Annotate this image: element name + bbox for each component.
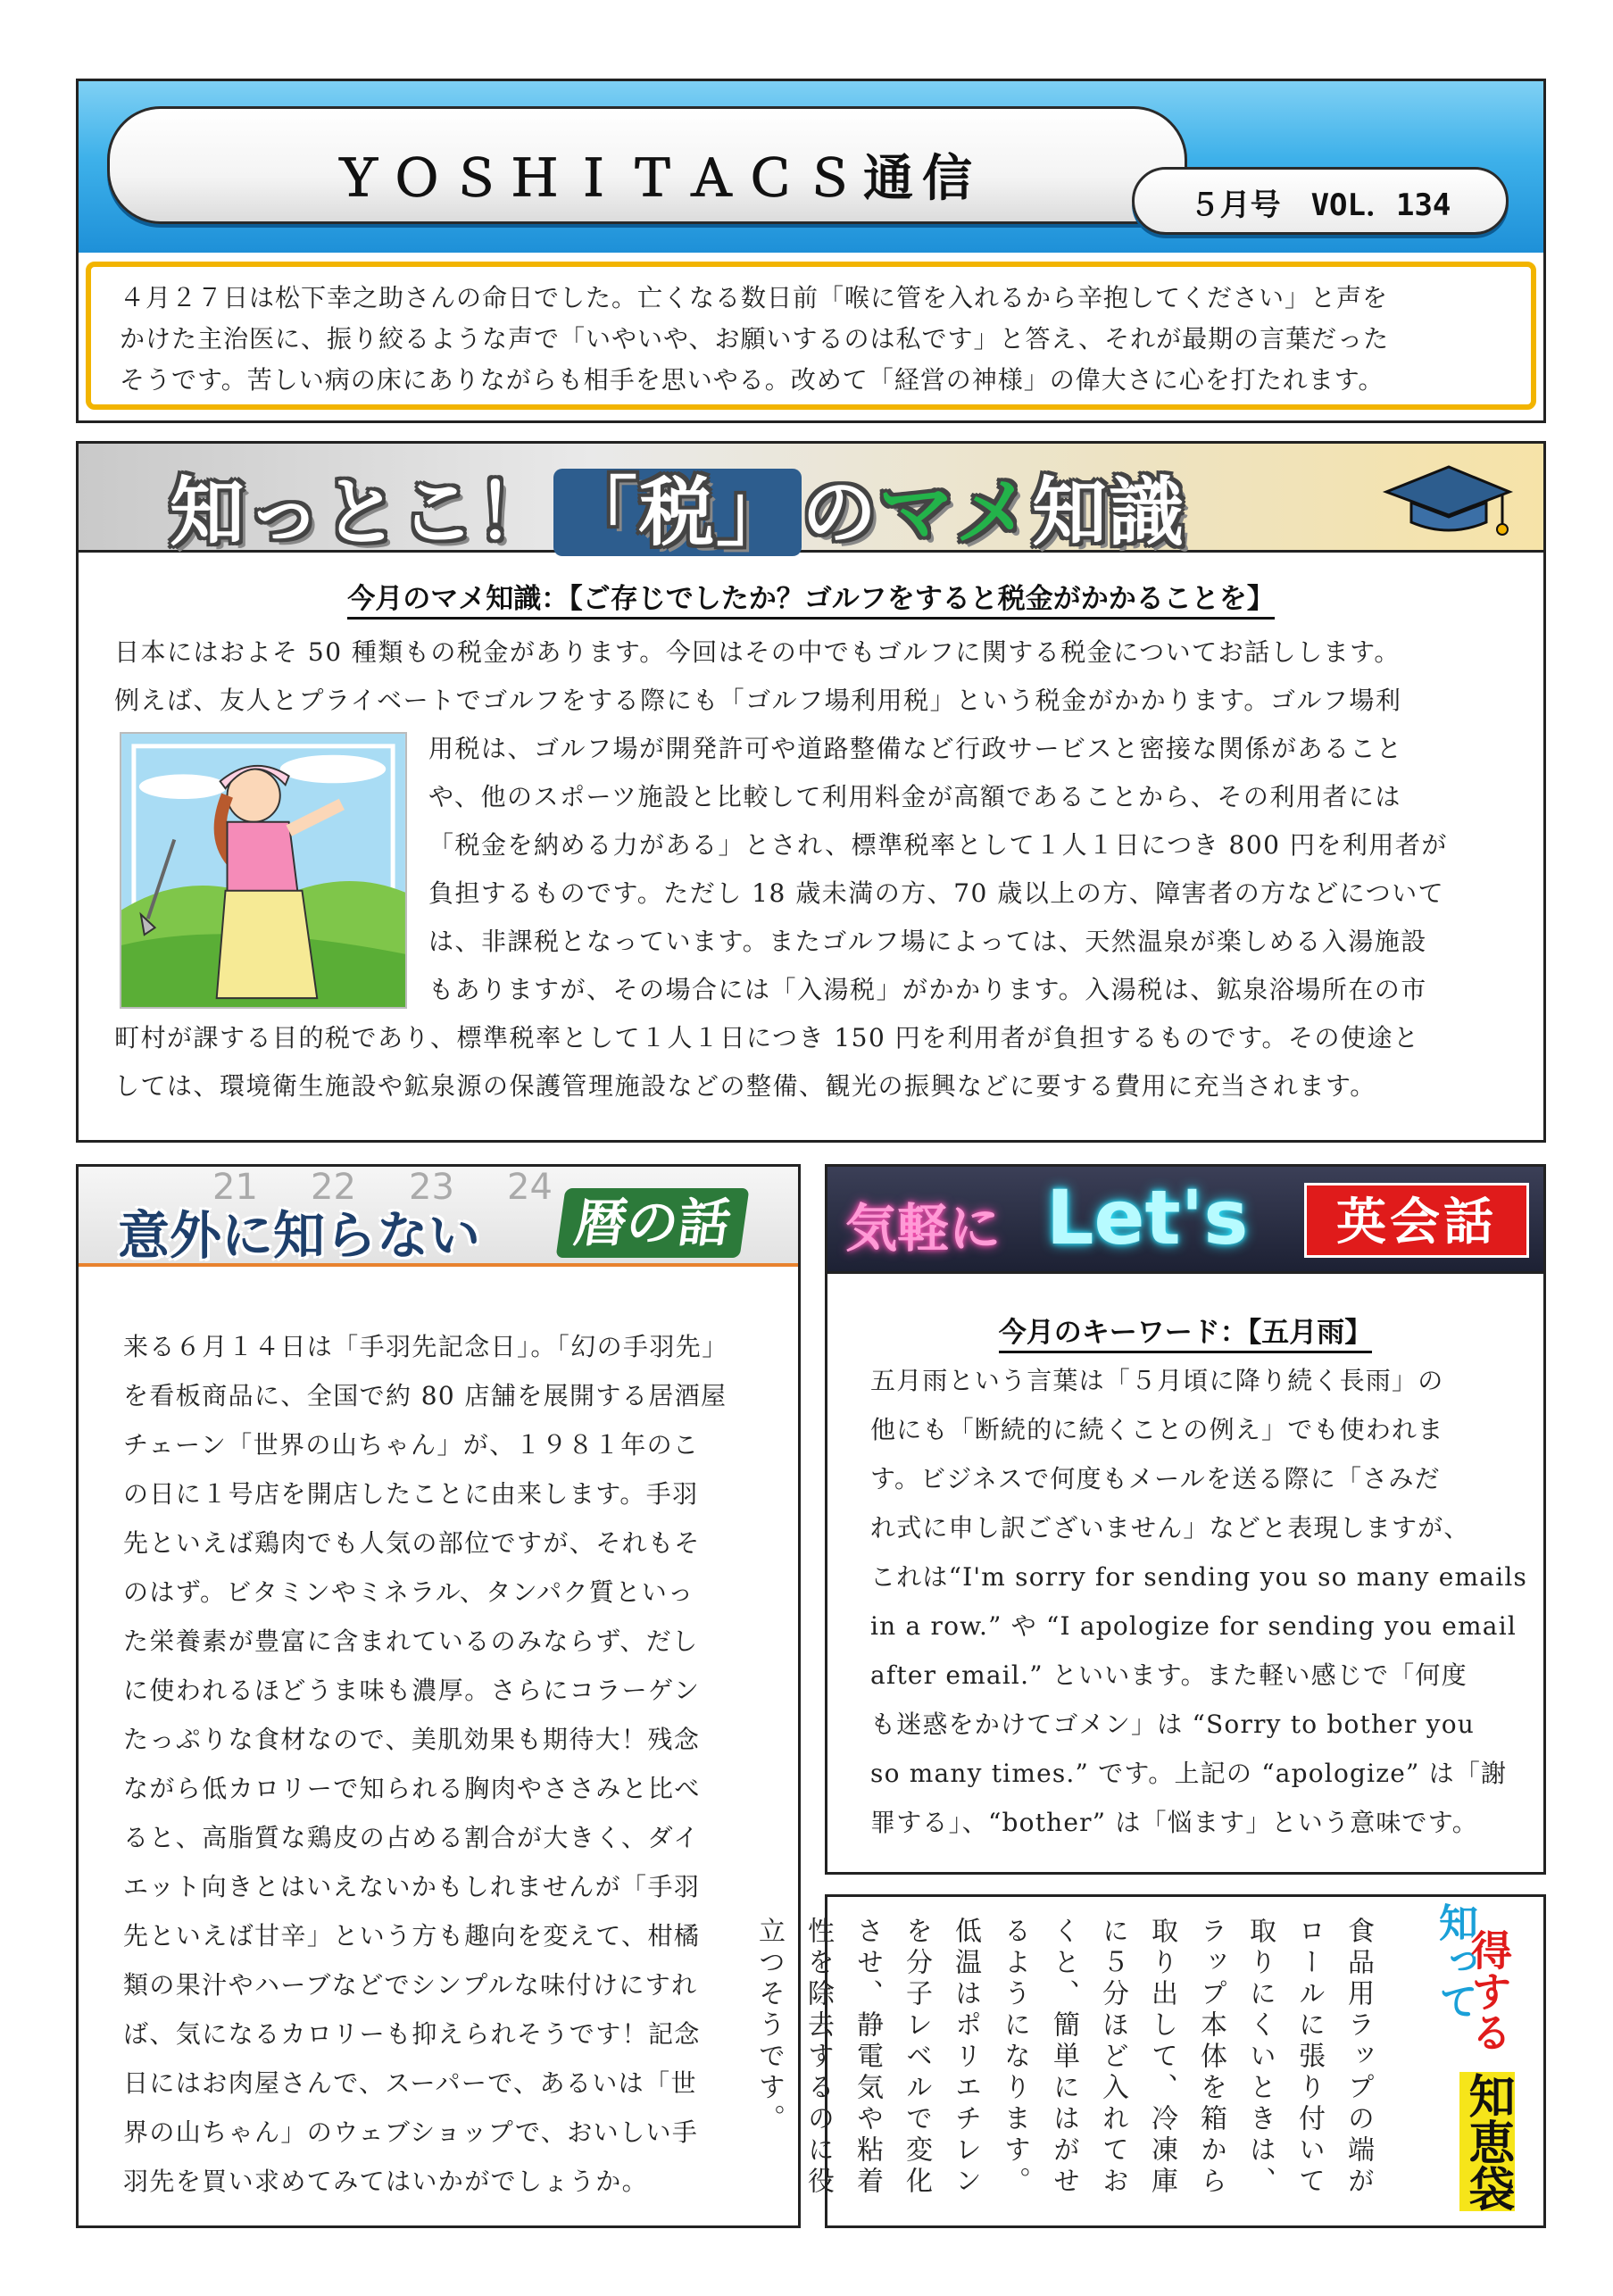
english-banner (827, 1167, 1543, 1274)
tips-text: 食品用ラップの端がロールに張り付いて取りにくいときは、ラップ本体を箱から取り出して、冷凍庫に５分ほど入れておくと、簡単にはがせるようになります。低温はポリエチレンを分子レベルで変化させ、静電気や粘着性を除去するのに役立つそうです。 (753, 1917, 1374, 2198)
intro-line: ４月２７日は松下幸之助さんの命日でした。亡くなる数日前「喉に管を入れるから辛抱してください」と声を (120, 283, 1389, 312)
graduation-cap-icon (1377, 456, 1511, 542)
calendar-line: 羽先を買い求めてみてはいかがでしょうか。 (123, 2167, 649, 2196)
newsletter-title: ＹＯＳＨＩＴＡＣＳ通信 (333, 150, 981, 208)
tips-logo (1408, 1902, 1534, 2224)
tax-banner (79, 444, 1543, 556)
intro-text (120, 278, 1502, 401)
tax-section (76, 441, 1546, 1143)
english-banner-kigaru: 気軽に (845, 1198, 1002, 1259)
tax-banner-title (170, 453, 1185, 561)
calendar-line: ば、気になるカロリーも抑えられそうです！記念 (123, 2019, 701, 2049)
calendar-line: のはず。ビタミンやミネラル、タンパク質といっ (123, 1577, 694, 1607)
tax-heading: 今月のマメ知識：【ご存じでしたか？ゴルフをすると税金がかかることを】 (79, 576, 1543, 616)
calendar-line: 先といえば鶏肉でも人気の部位ですが、それもそ (123, 1528, 701, 1558)
tax-line: 日本にはおよそ 50 種類もの税金があります。今回はその中でもゴルフに関する税金についてお話しします。 (114, 637, 1401, 667)
tax-banner-part: の (802, 469, 879, 556)
tax-banner-part: マメ (878, 469, 1033, 556)
english-line: 罪する」、“bother” は「悩ます」という意味です。 (870, 1808, 1478, 1837)
english-line: れ式に申し訳ございません」などと表現しますが、 (870, 1513, 1470, 1543)
calendar-line: た栄養素が豊富に含まれているのみならず、だし (123, 1626, 699, 1656)
tax-line: しては、環境衛生施設や鉱泉源の保護管理施設などの整備、観光の振興などに要する費用に充当されます。 (114, 1071, 1376, 1101)
calendar-banner (79, 1167, 798, 1267)
english-line: so many times.” です。上記の “apologize” は「謝 (870, 1759, 1508, 1788)
calendar-line: を看板商品に、全国で約 80 店舗を展開する居酒屋 (123, 1381, 728, 1410)
calendar-line: 界の山ちゃん」のウェブショップで、おいしい手 (123, 2117, 699, 2147)
golfer-illustration (120, 732, 407, 1009)
english-section (825, 1164, 1546, 1875)
title-box (107, 106, 1187, 224)
tips-section (753, 1894, 1546, 2228)
calendar-line: に使われるほどうま味も濃厚。さらにコラーゲン (123, 1676, 701, 1705)
english-line: これは“I'm sorry for sending you so many emails (870, 1562, 1528, 1592)
english-line: も迷惑をかけてゴメン」は “Sorry to bother you (870, 1710, 1475, 1739)
tax-line: 例えば、友人とプライベートでゴルフをする際にも「ゴルフ場利用税」という税金がかかります。ゴルフ場利 (114, 686, 1402, 715)
calendar-day-number: 22 (311, 1167, 356, 1208)
english-banner-kaiwa: 英会話 (1304, 1183, 1529, 1258)
tax-line: は、非課税となっています。またゴルフ場によっては、天然温泉が楽しめる入湯施設 (428, 927, 1427, 956)
newsletter-header (76, 79, 1546, 423)
tips-logo-chiebukuro: 知恵袋 (1460, 2072, 1514, 2211)
tax-banner-part: 「税」 (553, 469, 802, 556)
tips-logo-shitte: 知って (1432, 1902, 1477, 2020)
tax-line: や、他のスポーツ施設と比較して利用料金が高額であることから、その利用者には (428, 782, 1401, 811)
calendar-day-number: 23 (409, 1167, 454, 1208)
intro-box (86, 262, 1536, 410)
english-heading: 今月のキーワード：【五月雨】 (827, 1310, 1543, 1350)
calendar-line: 来る６月１４日は「手羽先記念日」。「幻の手羽先」 (123, 1332, 728, 1361)
calendar-line: 類の果汁やハーブなどでシンプルな味付けにすれ (123, 1970, 698, 2000)
calendar-line: エット向きとはいえないかもしれませんが「手羽 (123, 1872, 701, 1901)
tips-logo-tokusuru: 得する (1465, 1929, 1513, 2052)
tax-line: もありますが、その場合には「入湯税」がかかります。入湯税は、鉱泉浴場所在の市 (428, 975, 1427, 1004)
calendar-banner-accent: 暦の話 (556, 1188, 750, 1258)
calendar-line: の日に１号店を開店したことに由来します。手羽 (123, 1479, 699, 1509)
english-line: after email.” といいます。また軽い感じで「何度 (870, 1660, 1467, 1690)
calendar-line: 先といえば甘辛」という方も趣向を変えて、柑橘 (123, 1921, 701, 1951)
issue-label: ５月号 VOL．134 (1189, 187, 1451, 223)
tax-banner-part: 知っとこ！ (170, 469, 554, 556)
calendar-section (76, 1164, 801, 2228)
tax-line: 「税金を納める力がある」とされ、標準税率として１人１日につき 800 円を利用者が (428, 830, 1448, 860)
issue-badge (1132, 167, 1509, 235)
calendar-line: 日にはお肉屋さんで、スーパーで、あるいは「世 (123, 2068, 697, 2098)
calendar-line: チェーン「世界の山ちゃん」が、１９８１年のこ (123, 1430, 700, 1460)
english-line: in a row.” や “I apologize for sending you email (870, 1611, 1517, 1641)
intro-line: かけた主治医に、振り絞るような声で「いやいや、お願いするのは私です」と答え、それが最期の言葉だった (120, 324, 1390, 354)
calendar-line: たっぷりな食材なので、美肌効果も期待大！残念 (123, 1725, 701, 1754)
calendar-line: ると、高脂質な鶏皮の占める割合が大きく、ダイ (123, 1823, 700, 1852)
english-banner-lets: Let's (1046, 1174, 1249, 1261)
intro-line: そうです。苦しい病の床にありながらも相手を思いやる。改めて「経営の神様」の偉大さに心を打たれます。 (120, 365, 1384, 395)
english-line: 五月雨という言葉は「５月頃に降り続く長雨」の (870, 1366, 1444, 1395)
calendar-day-number: 24 (507, 1167, 553, 1208)
calendar-day-number: 21 (212, 1167, 258, 1208)
tax-line: 負担するものです。ただし 18 歳未満の方、70 歳以上の方、障害者の方などについて (428, 878, 1445, 908)
calendar-line: ながら低カロリーで知られる胸肉やささみと比べ (123, 1774, 701, 1803)
english-line: 他にも「断続的に続くことの例え」でも使われま (870, 1415, 1444, 1444)
tax-line: 町村が課する目的税であり、標準税率として１人１日につき 150 円を利用者が負担するものです。その使途と (114, 1023, 1420, 1052)
calendar-banner-title: 意外に知らない (118, 1205, 481, 1266)
english-line: す。ビジネスで何度もメールを送る際に「さみだ (870, 1464, 1441, 1493)
tax-line: 用税は、ゴルフ場が開発許可や道路整備など行政サービスと密接な関係があること (428, 734, 1403, 763)
tax-banner-part: 知識 (1032, 469, 1186, 556)
